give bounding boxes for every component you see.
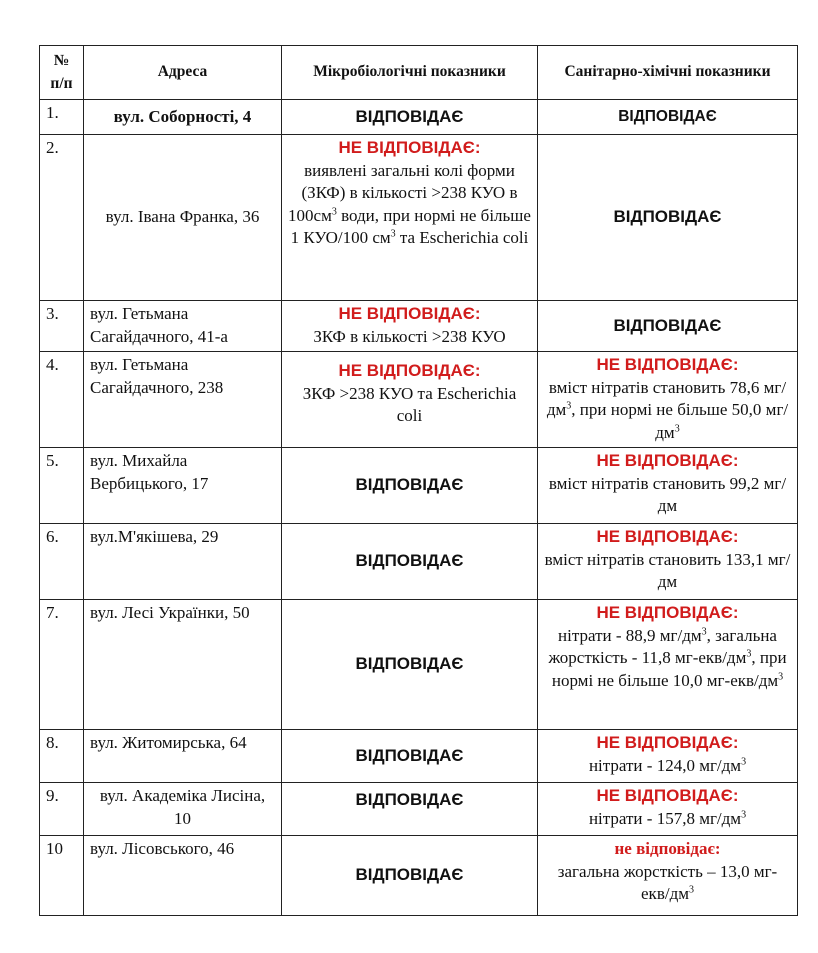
table-row	[40, 135, 798, 301]
chem-status: ВІДПОВІДАЄ	[613, 315, 722, 335]
address: вул. Івана Франка, 36	[84, 135, 282, 301]
chem-detail: нітрати - 88,9 $мг/дм^3$, загальна жорсткість - 11,8 $мг-екв/дм^3$, при нормі не більше 10,0 $мг-екв/дм^3$	[548, 625, 787, 690]
micro-status: НЕ ВІДПОВІДАЄ:	[338, 361, 481, 380]
chem-detail: нітрати - 157,8 $мг/дм^3$	[588, 808, 747, 828]
table-row	[40, 524, 798, 600]
table-row	[40, 730, 798, 783]
chem-status: НЕ ВІДПОВІДАЄ:	[596, 355, 739, 374]
chem-detail: загальна жорсткість – 13,0 $мг-екв/дм^3$	[557, 861, 778, 903]
row-number: 4.	[40, 352, 84, 448]
row-number: 1.	[40, 100, 84, 135]
table-row	[40, 352, 798, 448]
chem-status: ВІДПОВІДАЄ	[613, 207, 722, 227]
address: вул. Лісовського, 46	[84, 836, 282, 916]
address: вул. Гетьмана Сагайдачного, 238	[84, 352, 282, 448]
chem-detail: вміст нітратів становить 78,6 $мг/дм^3$, при нормі не більше 50,0 $мг/дм^3$	[546, 377, 789, 442]
row-number: 8.	[40, 730, 84, 783]
table-row	[40, 100, 798, 135]
row-number: 10	[40, 836, 84, 916]
header-micro: Мікробіологічні показники	[282, 46, 538, 100]
table-row	[40, 448, 798, 524]
header-num: № п/п	[40, 46, 84, 100]
chem-detail: нітрати - 124,0 $мг/дм^3$	[588, 755, 747, 775]
micro-detail: виявлені загальні колі форми (ЗКФ) в кількості >238 КУО в $100см^3$ води, при нормі не більше 1 КУО/100 $см^3$ та Escherichia coli	[288, 160, 531, 247]
table-row	[40, 600, 798, 730]
chem-detail: вміст нітратів становить 133,1 мг/дм	[544, 549, 791, 591]
address: вул. Соборності, 4	[84, 100, 282, 135]
address: вул. Житомирська, 64	[84, 730, 282, 783]
table-row	[40, 783, 798, 836]
micro-status: ВІДПОВІДАЄ	[355, 551, 464, 571]
chem-status: НЕ ВІДПОВІДАЄ:	[596, 451, 739, 470]
row-number: 2.	[40, 135, 84, 301]
address: вул. Академіка Лисіна, 10	[84, 783, 282, 836]
micro-status: ВІДПОВІДАЄ	[355, 790, 464, 809]
address: вул. Михайла Вербицького, 17	[84, 448, 282, 524]
row-number: 6.	[40, 524, 84, 600]
micro-status: ВІДПОВІДАЄ	[355, 745, 464, 765]
address: вул. Гетьмана Сагайдачного, 41-а	[84, 301, 282, 352]
micro-status: ВІДПОВІДАЄ	[355, 654, 464, 674]
chem-status: не відповідає:	[614, 839, 721, 858]
micro-status: ВІДПОВІДАЄ	[355, 475, 464, 495]
header-chem: Санітарно-хімічні показники	[538, 46, 798, 100]
header-address: Адреса	[84, 46, 282, 100]
micro-detail: ЗКФ в кількості >238 КУО	[313, 326, 506, 346]
micro-status: ВІДПОВІДАЄ	[355, 106, 464, 126]
chem-status: НЕ ВІДПОВІДАЄ:	[596, 733, 739, 752]
address: вул.М'якішева, 29	[84, 524, 282, 600]
row-number: 5.	[40, 448, 84, 524]
chem-status: ВІДПОВІДАЄ	[618, 108, 717, 126]
micro-detail: ЗКФ >238 КУО та Escherichia coli	[302, 383, 517, 425]
row-number: 3.	[40, 301, 84, 352]
chem-status: НЕ ВІДПОВІДАЄ:	[596, 786, 739, 805]
micro-status: ВІДПОВІДАЄ	[355, 865, 464, 885]
table-row	[40, 836, 798, 916]
micro-status: НЕ ВІДПОВІДАЄ:	[338, 304, 481, 323]
row-number: 9.	[40, 783, 84, 836]
header-row	[40, 46, 798, 100]
chem-status: НЕ ВІДПОВІДАЄ:	[596, 527, 739, 546]
water-quality-table	[39, 45, 798, 916]
micro-status: НЕ ВІДПОВІДАЄ:	[338, 138, 481, 157]
chem-status: НЕ ВІДПОВІДАЄ:	[596, 603, 739, 622]
address: вул. Лесі Українки, 50	[84, 600, 282, 730]
chem-detail: вміст нітратів становить 99,2 мг/дм	[548, 473, 787, 515]
row-number: 7.	[40, 600, 84, 730]
table-row	[40, 301, 798, 352]
